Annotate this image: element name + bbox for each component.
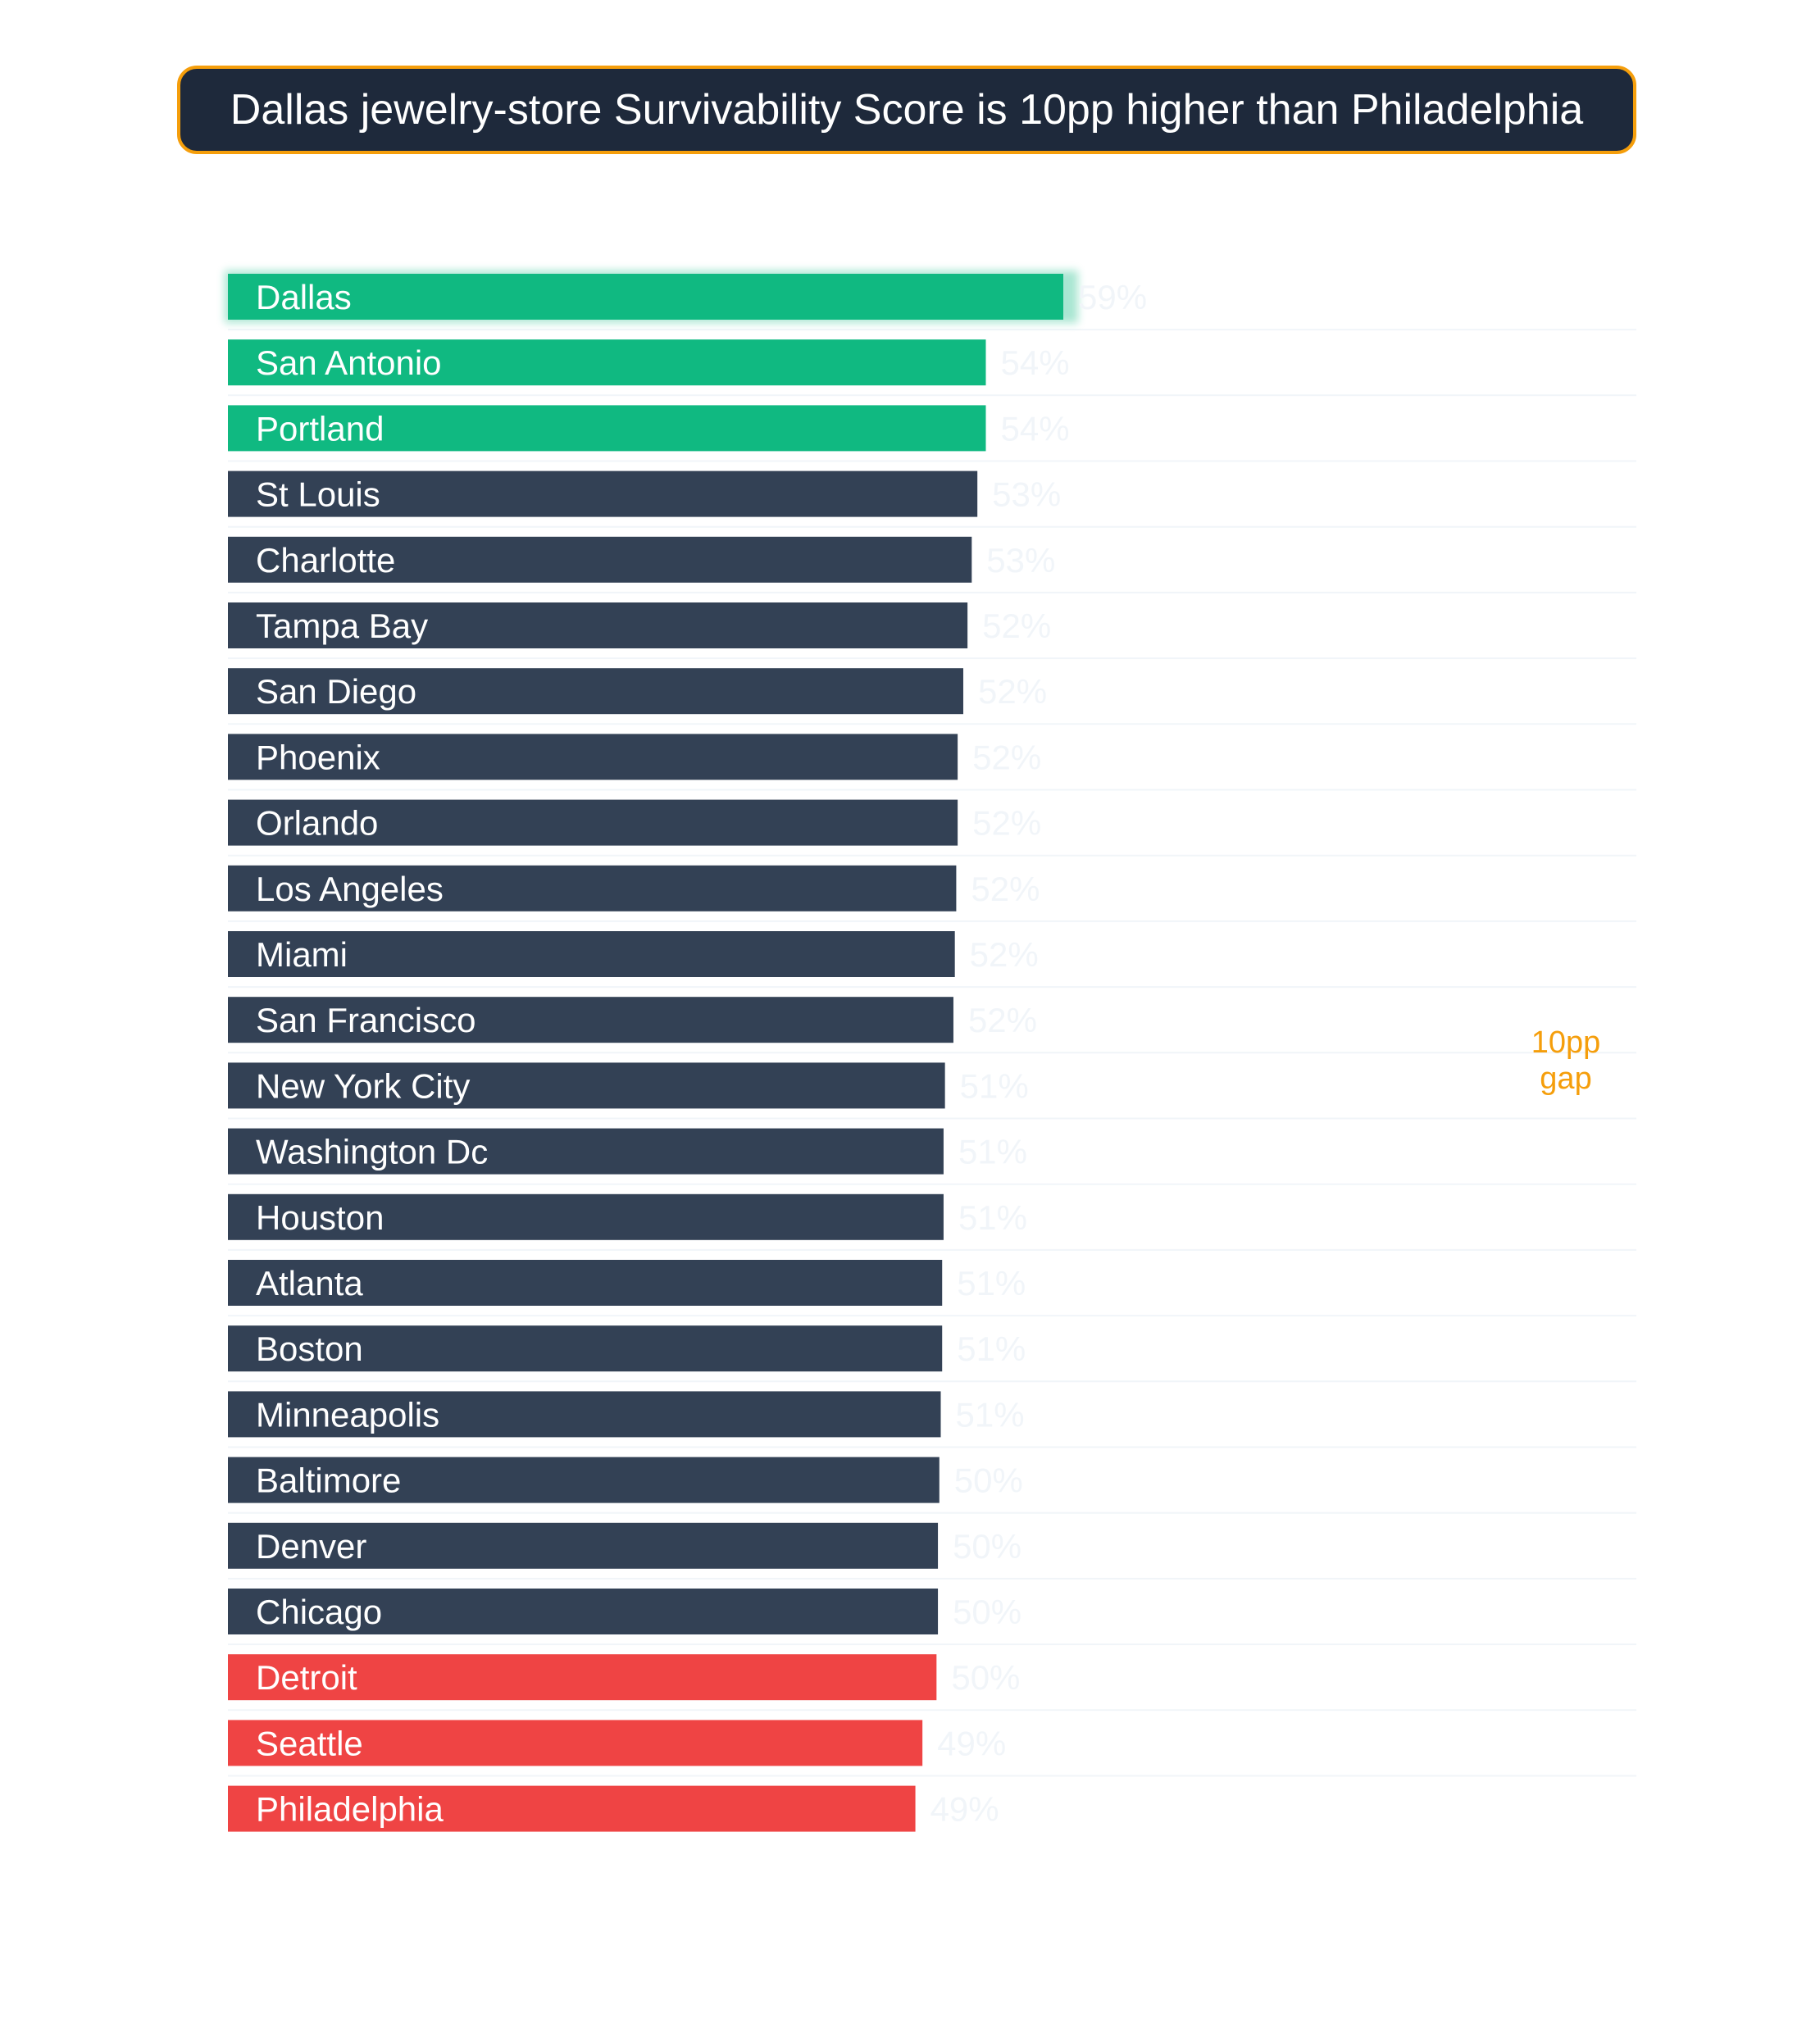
value-label-atlanta: 51% <box>957 1264 1026 1302</box>
value-label-los-angeles: 52% <box>971 869 1040 908</box>
category-label-philadelphia: Philadelphia <box>256 1789 444 1829</box>
category-label-san-francisco: San Francisco <box>256 1001 476 1040</box>
value-label-chicago: 50% <box>953 1593 1022 1631</box>
category-label-atlanta: Atlanta <box>256 1264 363 1302</box>
category-label-new-york-city: New York City <box>256 1066 471 1106</box>
value-label-denver: 50% <box>953 1526 1022 1566</box>
category-label-denver: Denver <box>256 1526 367 1566</box>
category-label-miami: Miami <box>256 935 348 974</box>
category-label-san-antonio: San Antonio <box>256 343 442 383</box>
value-label-dallas: 59% <box>1078 278 1148 316</box>
value-label-phoenix: 52% <box>972 738 1042 777</box>
category-label-washington-dc: Washington Dc <box>256 1132 489 1171</box>
value-label-seattle: 49% <box>937 1724 1007 1763</box>
value-label-washington-dc: 51% <box>958 1132 1028 1171</box>
value-label-minneapolis: 51% <box>955 1395 1025 1434</box>
category-label-charlotte: Charlotte <box>256 540 396 580</box>
category-label-houston: Houston <box>256 1198 384 1237</box>
value-label-orlando: 52% <box>972 803 1042 843</box>
value-label-portland: 54% <box>1000 409 1070 448</box>
bar-dallas <box>228 274 1063 320</box>
value-label-tampa-bay: 52% <box>982 607 1052 645</box>
gap-annotation-line2: gap <box>1540 1061 1592 1096</box>
category-label-baltimore: Baltimore <box>256 1461 402 1500</box>
category-label-seattle: Seattle <box>256 1724 363 1763</box>
value-label-san-antonio: 54% <box>1000 343 1070 383</box>
category-label-chicago: Chicago <box>256 1593 383 1631</box>
value-label-new-york-city: 51% <box>959 1066 1029 1106</box>
value-label-boston: 51% <box>957 1330 1026 1369</box>
category-label-san-diego: San Diego <box>256 672 417 711</box>
category-label-phoenix: Phoenix <box>256 738 380 777</box>
category-label-minneapolis: Minneapolis <box>256 1395 440 1434</box>
category-label-st-louis: St Louis <box>256 475 380 514</box>
value-label-houston: 51% <box>958 1198 1028 1237</box>
category-label-boston: Boston <box>256 1330 363 1369</box>
chart-title: Dallas jewelry-store Survivability Score is 10pp higher than Philadelphia <box>177 66 1636 154</box>
category-label-tampa-bay: Tampa Bay <box>256 607 429 645</box>
category-label-detroit: Detroit <box>256 1658 357 1698</box>
value-label-miami: 52% <box>969 935 1039 974</box>
value-label-san-francisco: 52% <box>967 1001 1038 1040</box>
category-label-dallas: Dallas <box>256 278 352 316</box>
value-label-philadelphia: 49% <box>930 1789 999 1829</box>
value-label-st-louis: 53% <box>992 475 1062 514</box>
gap-annotation <box>1500 1025 1631 1097</box>
category-label-portland: Portland <box>256 409 384 448</box>
category-label-los-angeles: Los Angeles <box>256 869 444 908</box>
value-label-baltimore: 50% <box>953 1461 1023 1500</box>
value-label-charlotte: 53% <box>986 540 1056 580</box>
category-label-orlando: Orlando <box>256 803 379 843</box>
value-label-san-diego: 52% <box>977 672 1048 711</box>
gap-annotation-line1: 10pp <box>1531 1025 1601 1060</box>
value-label-detroit: 50% <box>951 1658 1021 1698</box>
